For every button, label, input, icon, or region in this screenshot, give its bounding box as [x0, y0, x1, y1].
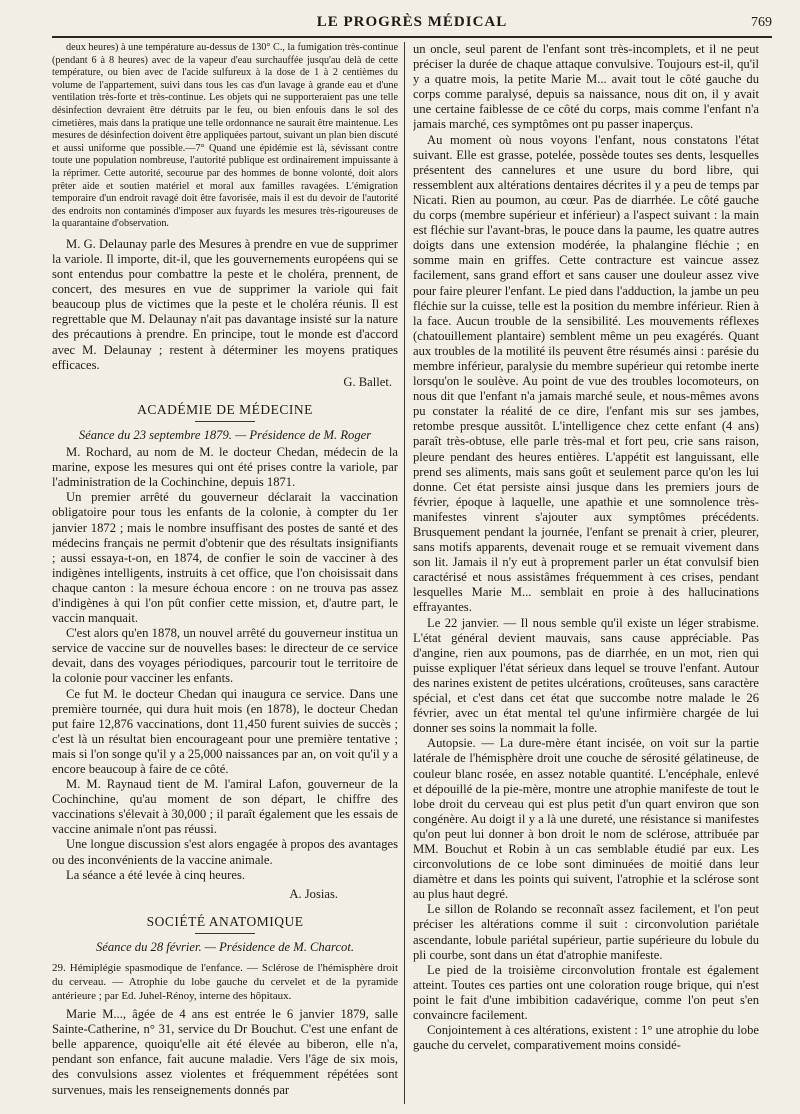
paragraph: Au moment où nous voyons l'enfant, nous constatons l'état suivant. Elle est grasse, potelée, possède toutes ses dents, lesquelles présentent des cannelures et une usure du bord libre, qui ressemblent aux altérations dentaires décrites il y a peu de temps par Nicati. Rien au poumon, au cœur. Pas de diarrhée. Le côté gauche du corps (membre supérieur et inférieur) a l'aspect suivant : la main est fléchie sur l'avant-bras, le pouce dans la paume, les quatre autres doigts dans une extension modérée, la phalangine fléchie ; en somme main en griffes. Cette contracture est vaincue assez facilement, sans grand effort et sans causer une douleur assez vive pour faire pleurer l'enfant. Le pied dans l'adduction, la jambe un peu fléchie sur la cuisse, telle est la position du membre inférieur. Rien à la face. Aucun trouble de la sensibilité. Les mouvements réflexes (chatouillement plantaire) semblent même un peu exagérés. Quant aux troubles de la motilité ils peuvent être résumés ainsi : parésie du membre inférieur, paralysie du membre supérieur qui retombe inerte lorsqu'on le soulève. Au point de vue des troubles locomoteurs, on nous dit que l'enfant n'a jamais marché seule, et nous-mêmes avons pu constater la réalité de ce dire, l'enfant mis sur ses jambes, retombe presque aussitôt. L'intelligence chez cette enfant (4 ans) paraît très-obtuse, elle parle très-mal et fort peu, crie sans raison, pleure pendant des heures entières. L'appétit est languissant, elle prend ses aliments, mais sans goût et seulement parce qu'on les lui donne. Cet état persiste ainsi jusque dans les premiers jours de février, époque à laquelle, une apathie et une somnolence très-manifestes vinrent s'ajouter aux symptômes précédents. Brusquement pendant la journée, l'enfant se prenait à crier, pleurer, sans motifs apparents, devenait rouge et se remuait vivement dans son lit. Jamais il n'y eut à proprement parler un état convulsif bien caractérisé et nous assistâmes fréquemment à ces crises, pendant lesquelles Marie M... semblait en proie à des hallucinations effrayantes.	[413, 132, 759, 615]
session-line: Séance du 28 février. — Présidence de M. Charcot.	[96, 939, 354, 954]
paragraph: Le pied de la troisième circonvolution frontale est également atteint. Toutes ces parties ont une coloration rouge brique, qui n'est point le fait d'une imbibition cadavérique, comme l'on peut s'en convaincre facilement.	[413, 962, 759, 1022]
signature: A. Josias.	[289, 886, 338, 901]
paragraph: M. G. Delaunay parle des Mesures à prendre en vue de supprimer la variole. Il importe, dit-il, que les gouvernements européens qui se sont entendus pour combattre la peste et le choléra, prennent, de concert, des mesures en vue de supprimer la variole qui fait beaucoup plus de victimes que la peste et le choléra réunis. Il est regrettable que M. Delaunay n'ait pas davantage insisté sur la nature des précautions à prendre. En principe, tout le monde est d'accord avec M. Delaunay ; restent à déterminer les moyens pratiques efficaces.	[52, 236, 398, 372]
paragraph: Autopsie. — La dure-mère étant incisée, on voit sur la partie latérale de l'hémisphère droit une couche de sérosité gélatineuse, de couleur blanc rosée, en assez notable quantité. L'encéphale, enlevé et dépouillé de la pie-mère, montre une atrophie manifeste de tout le lobe droit du cerveau qui est plus petit d'un quart environ que son congénère. Au doigt il y a là une dureté, une résistance si manifestes qu'on peut lui donner à bon droit le nom de sclérose, attribuée par MM. Bouchut et Robin à un cas semblable étudié par eux. Les circonvolutions de ce lobe sont diminuées de moitié dans leur diamètre et dans les points qui suivent, l'atrophie et la sclérose sont au plus haut degré.	[413, 736, 759, 902]
paragraph: M. M. Raynaud tient de M. l'amiral Lafon, gouverneur de la Cochinchine, qu'au moment de son départ, le chiffre des vaccinations s'élevait à 30,000 ; il paraît également que les essais de vaccine animale n'ont pas réussi.	[52, 777, 398, 837]
column-divider	[404, 42, 405, 1104]
case-heading: 29. Hémiplégie spasmodique de l'enfance. — Sclérose de l'hémisphère droit du cerveau. — Atrophie du lobe gauche du cervelet et de la pyramide antérieure ; par Ed. Juhel-Rénoy, interne des hôpitaux.	[52, 962, 398, 1003]
running-header	[52, 12, 772, 38]
paragraph: Conjointement à ces altérations, existent : 1° une atrophie du lobe gauche du cervelet, comparativement moins considé-	[413, 1023, 759, 1053]
section-title: SOCIÉTÉ ANATOMIQUE	[146, 913, 304, 929]
title-rule	[195, 933, 255, 934]
title-rule	[195, 421, 255, 422]
signature: G. Ballet.	[343, 374, 392, 389]
paragraph: Le sillon de Rolando se reconnaît assez facilement, et l'on peut préciser les altérations comme il suit : circonvolution pariétale ascendante, lobule pariétal supérieur, partie supérieure du lobule du pli courbe, sont dans un état d'atrophie manifeste.	[413, 902, 759, 962]
paragraph: Une longue discussion s'est alors engagée à propos des avantages ou des inconvénients de la vaccine animale.	[52, 837, 398, 867]
paragraph: La séance a été levée à cinq heures.	[66, 867, 245, 882]
paragraph: M. Rochard, au nom de M. le docteur Chedan, médecin de la marine, expose les mesures qui ont été prises contre la variole, par l'administration de la Cochinchine, depuis 1871.	[52, 445, 398, 490]
paragraph: Le 22 janvier. — Il nous semble qu'il existe un léger strabisme. L'état général devient mauvais, sans cause appréciable. Pas d'angine, rien aux poumons, pas de diarrhée, en un mot, rien qui puisse expliquer l'état sérieux dans lequel se trouve l'enfant. Autour des narines existent de petites ulcérations, croûteuses, sans caractère spécial, et c'est dans cet état que succombe notre malade le 26 février, avec un état mental tel qu'une infirmière chargée de lui donner ses soins la nommait la folle.	[413, 615, 759, 736]
paragraph: Ce fut M. le docteur Chedan qui inaugura ce service. Dans une première tournée, qui dura huit mois (en 1878), le docteur Chedan put faire 12,876 vaccinations, dont 11,450 furent suivies de succès ; c'est là un résultat bien encourageant pour une première tentative ; mais si l'on songe qu'il y a 25,000 naissances par an, on voit qu'il y a encore beaucoup à faire de ce côté.	[52, 686, 398, 776]
page-number: 769	[751, 15, 772, 30]
journal-title: LE PROGRÈS MÉDICAL	[316, 14, 508, 30]
section-title: ACADÉMIE DE MÉDECINE	[137, 401, 313, 417]
paragraph: un oncle, seul parent de l'enfant sont très-incomplets, et il ne peut préciser la durée de chaque attaque convulsive. Toujours est-il, qu'il y a quatre mois, la petite Marie M... avait tout le côté gauche du corps comme paralysé, depuis sa naissance, nous dit on, il y avait une certaine faiblesse de ce côté du corps, mais comme l'enfant n'a jamais marché, ces symptômes ont pu passer inaperçus.	[413, 42, 759, 132]
paragraph: Marie M..., âgée de 4 ans est entrée le 6 janvier 1879, salle Sainte-Catherine, n° 31, service du Dr Bouchut. C'est une enfant de belle apparence, quoiqu'elle ait été élevée au biberon, elle n'a, pendant son enfance, fait aucune maladie. Vers l'âge de six mois, des convulsions assez violentes et fréquemment répétées sont survenues, mais les renseignements donnés par	[52, 1007, 398, 1097]
left-column	[52, 42, 398, 1102]
paragraph: Un premier arrêté du gouverneur déclarait la vaccination obligatoire pour tous les enfants de la colonie, à compter du 1er janvier 1872 ; mais le nombre insuffisant des postes de santé et des médecins français ne permit d'obtenir que des résultats insignifiants ; aussi essaya-t-on, en 1874, de confier le soin de vacciner à des indigènes intelligents, instruits à cet office, que l'on choisissait dans chaque canton : la mesure échoua encore : on ne trouva pas assez d'indigènes à qui l'on pût confier cette mission, et, d'autre part, le vaccin manquait.	[52, 490, 398, 626]
paragraph: C'est alors qu'en 1878, un nouvel arrêté du gouverneur institua un service de vaccine sur de nouvelles bases: le directeur de ce service devait, dans des voyages périodiques, parcourir tout le territoire de la colonie pour vacciner les enfants.	[52, 626, 398, 686]
right-column	[413, 42, 759, 1102]
paragraph: deux heures) à une température au-dessus de 130° C., la fumigation très-continue (pendant 6 à 8 heures) avec de la vapeur d'eau surchauffée jusqu'au delà de cette température, ou bien avec de l'acide sulfureux à la dose de 1 à 2 centièmes du volume de l'appartement, suivi dans tous les cas d'un lavage à grande eau et d'une ventilation très-forte et très-continue. Les objets qui ne supporteraient pas une telle désinfection devraient être détruits par le feu, ou bien enfouis dans le sol des cimetières, mais dans la pratique une telle ordonnance ne saurait être maintenue. Les mesures de désinfection doivent être appliquées partout, suivant un plan bien discuté et aussi uniforme que possible.—7° Quand une épidémie est là, sévissant contre toute une population nombreuse, l'autorité publique est ordinairement impuissante à la réprimer. Cette autorité, secourue par des hommes de bonne volonté, doit alors prêter aide et soutien matériel et moral aux familles ravagées. L'émigration temporaire d'un endroit ravagé doit être favorisée, mais il est du devoir de l'autorité des endroits non contaminés d'imposer aux fuyards les mesures très-rigoureuses de la quarantaine d'observation.	[52, 42, 398, 230]
session-line: Séance du 23 septembre 1879. — Présidence de M. Roger	[78, 427, 372, 442]
